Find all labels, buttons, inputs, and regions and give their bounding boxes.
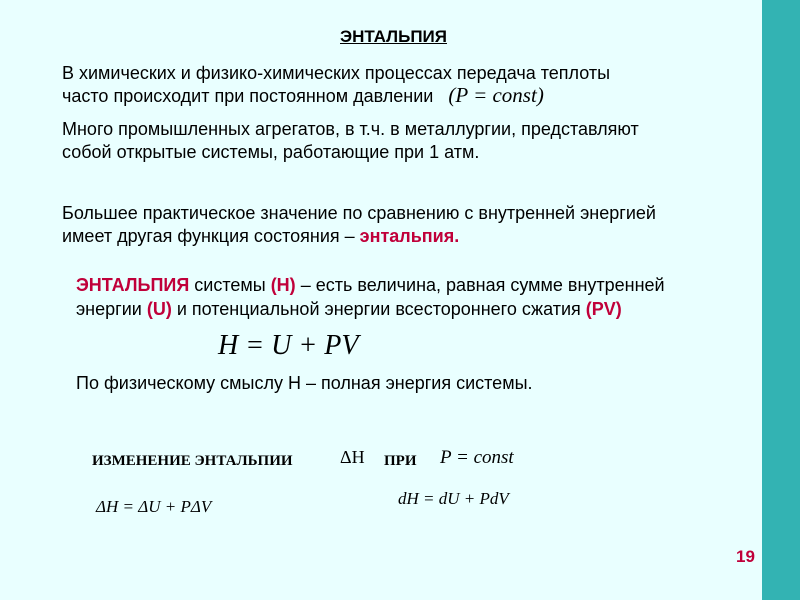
para3-line2-text: имеет другая функция состояния –	[62, 226, 360, 246]
enthalpy-change-label: ИЗМЕНЕНИЕ ЭНТАЛЬПИИ	[92, 453, 293, 469]
para3-line1: Большее практическое значение по сравнению с внутренней энергией	[62, 203, 656, 223]
definition-line2	[76, 298, 622, 320]
definition-term: ЭНТАЛЬПИЯ	[76, 275, 190, 295]
page-number: 19	[736, 547, 755, 566]
para1-line1: В химических и физико-химических процессах передача теплоты	[62, 63, 611, 83]
para2-line1: Много промышленных агрегатов, в т.ч. в металлургии, представляют	[62, 119, 639, 139]
enthalpy-highlight: энтальпия.	[359, 226, 460, 246]
physical-meaning: По физическому смыслу Н – полная энергия системы.	[76, 373, 533, 393]
para2-line2: собой открытые системы, работающие при 1 атм.	[62, 142, 480, 162]
definition-text-b: – есть величина, равная сумме внутренней	[295, 275, 665, 295]
pri-label: ПРИ	[384, 453, 417, 469]
para3-line2	[62, 225, 459, 247]
definition-text-d: и потенциальной энергии всестороннего сжатия	[171, 299, 586, 319]
definition-h: (Н)	[270, 275, 296, 295]
definition-pv: (PV)	[585, 299, 622, 319]
definition-text-c: энергии	[76, 299, 147, 319]
main-formula: H = U + PV	[218, 330, 359, 361]
condition-formula: P = const	[440, 447, 514, 468]
definition-line1	[76, 274, 665, 296]
constant-pressure-formula: (P = const)	[448, 83, 544, 107]
delta-enthalpy-formula: ΔH = ΔU + PΔV	[96, 497, 212, 516]
delta-h-symbol: ΔH	[340, 447, 365, 467]
slide-title: ЭНТАЛЬПИЯ	[340, 27, 447, 46]
definition-u: (U)	[146, 299, 172, 319]
para1-line2-text: часто происходит при постоянном давлении	[62, 86, 434, 106]
side-accent-bar	[762, 0, 800, 600]
differential-enthalpy-formula: dH = dU + PdV	[398, 489, 509, 508]
definition-text-a: системы	[189, 275, 271, 295]
para1-line2	[62, 84, 544, 107]
